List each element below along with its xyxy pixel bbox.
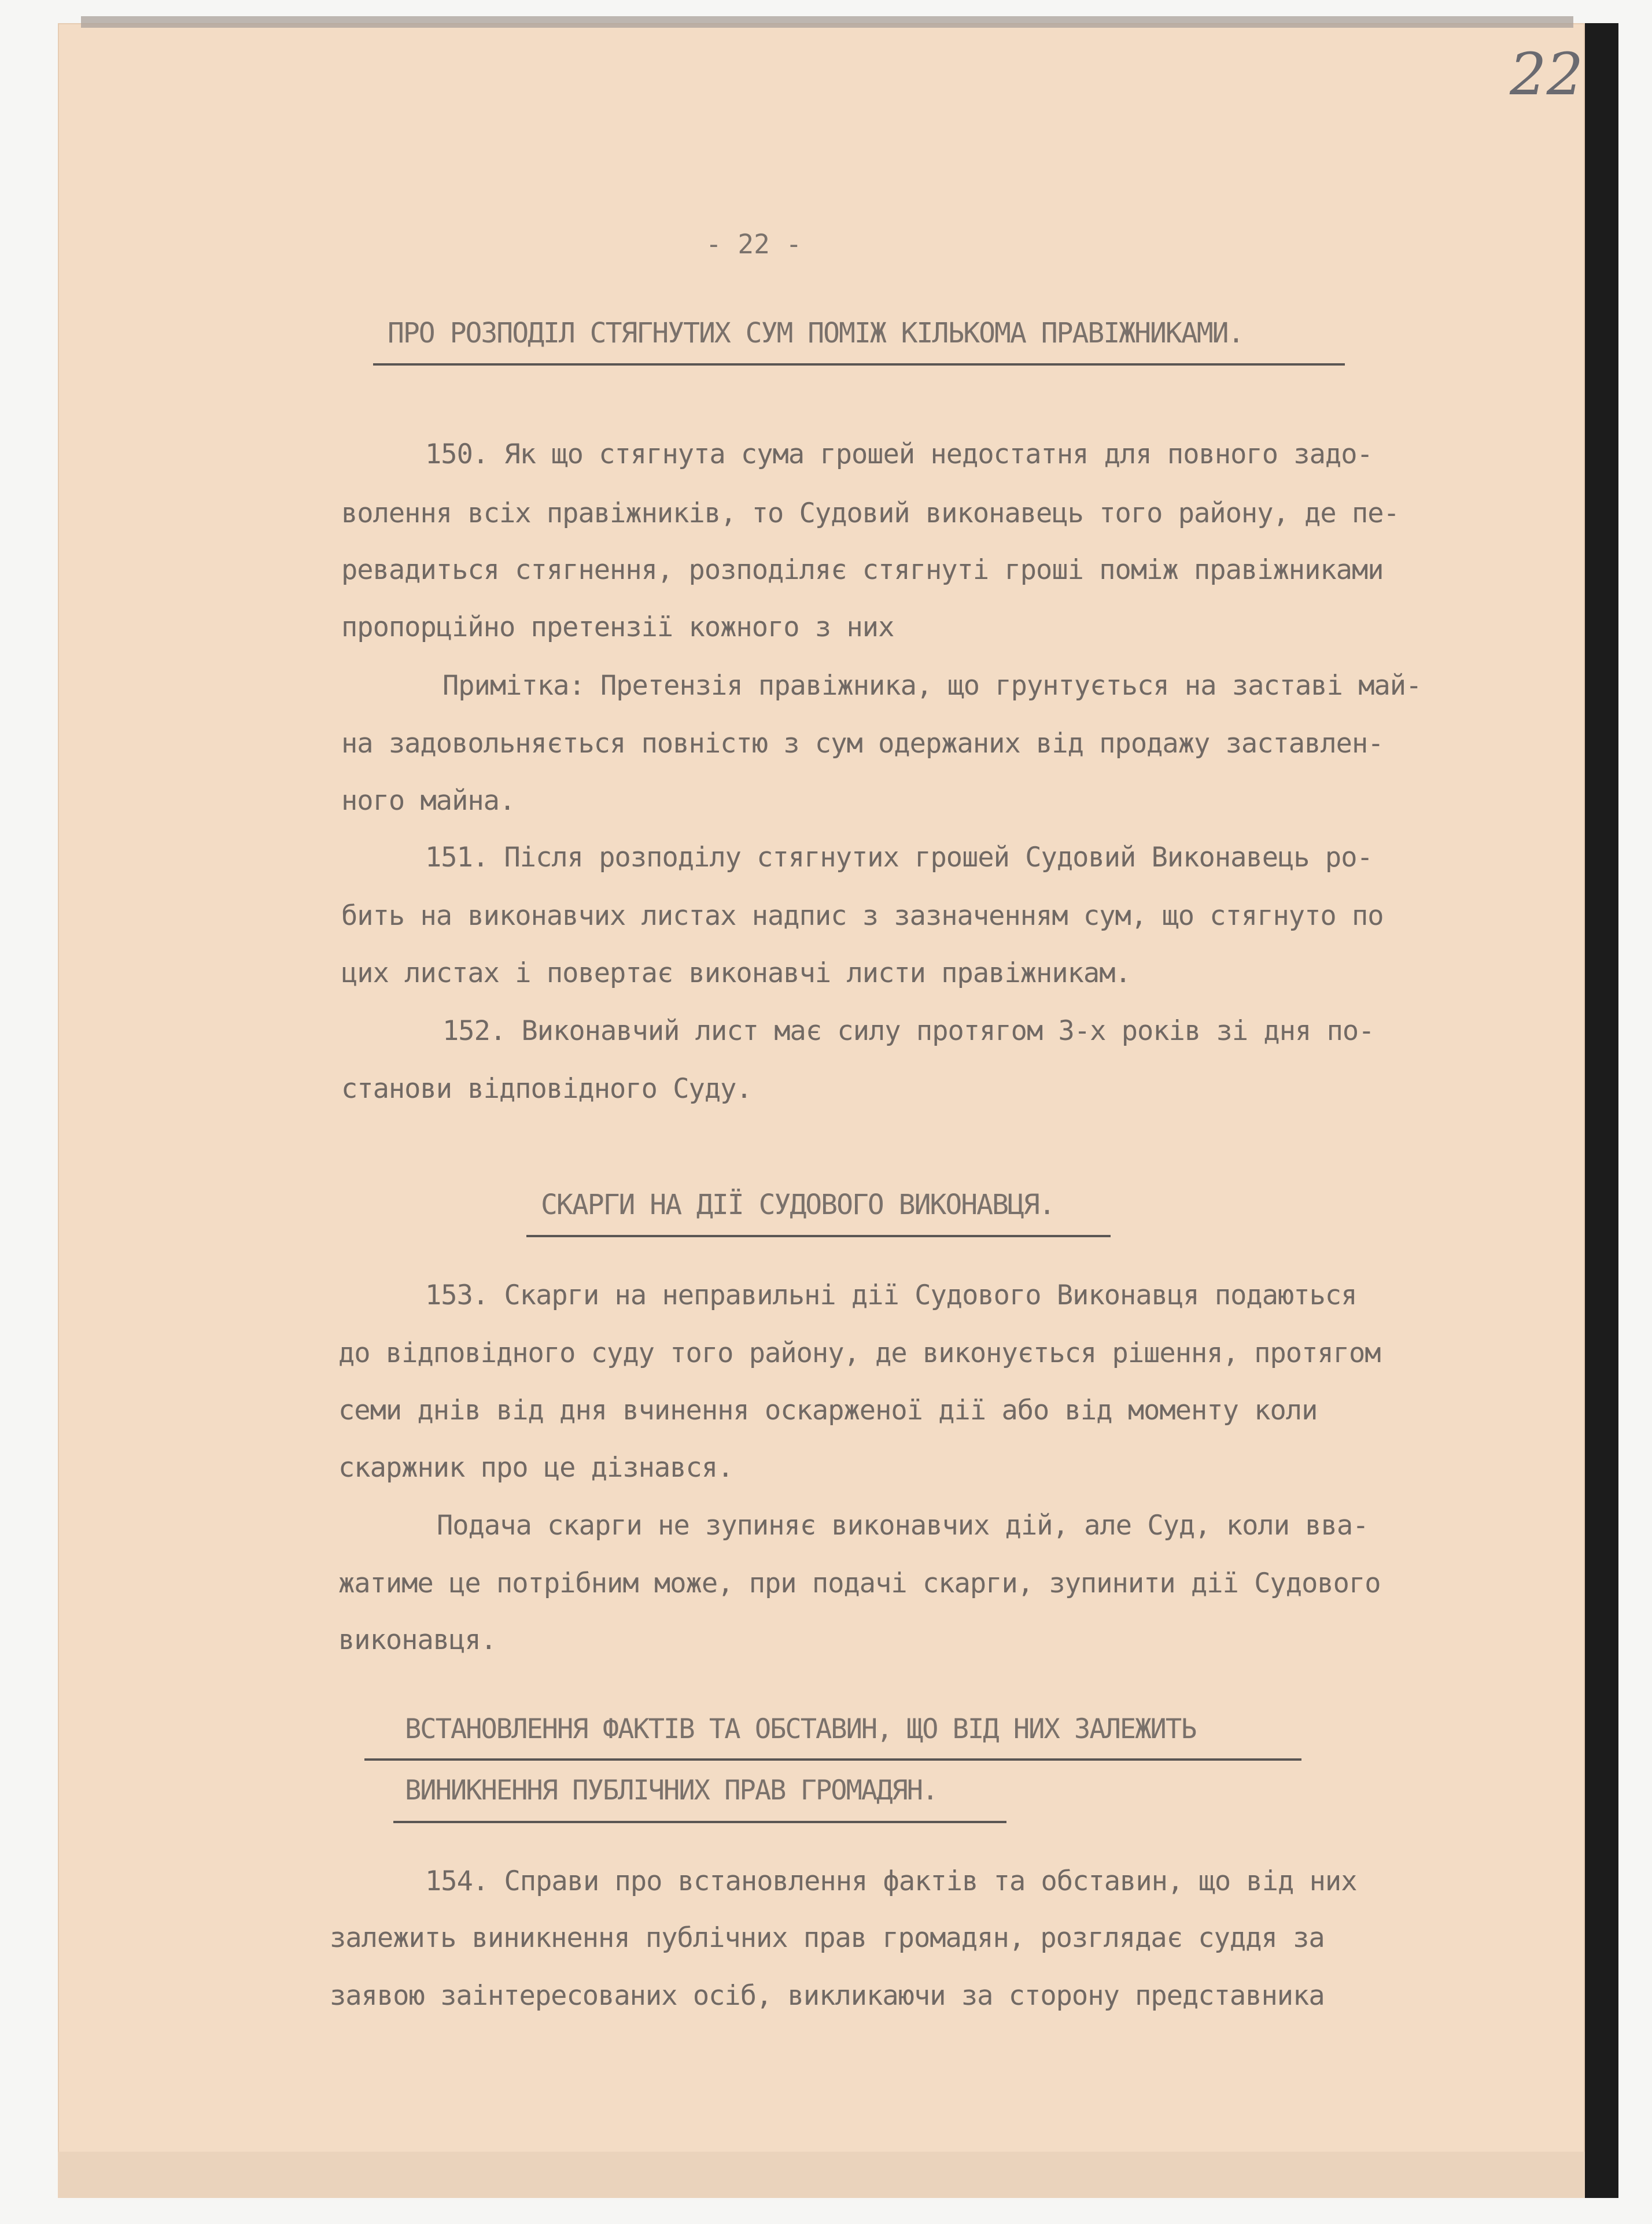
section-heading-distribution: ПРО РОЗПОДІЛ СТЯГНУТИХ СУМ ПОМІЖ КІЛЬКОМА ПРАВІЖНИКАМИ. [388, 317, 1244, 349]
paragraph-line: станови відповідного Суду. [341, 1073, 752, 1105]
paragraph-line: залежить виникнення публічних прав громадян, розглядає суддя за [330, 1922, 1325, 1954]
section-heading-facts-line1: ВСТАНОВЛЕННЯ ФАКТІВ ТА ОБСТАВИН, ЩО ВІД НИХ ЗАЛЕЖИТЬ [405, 1713, 1196, 1745]
paragraph-line: цих листах і повертає виконавчі листи правіжникам. [341, 957, 1131, 989]
paragraph-line: 154. Справи про встановлення фактів та обставин, що від них [425, 1865, 1357, 1897]
scan-border-strip [1585, 23, 1618, 2198]
heading-underline [393, 1821, 1006, 1823]
bottom-fold [58, 2152, 1585, 2198]
paragraph-line: 152. Виконавчий лист має силу протягом 3-х років зі дня по- [443, 1015, 1374, 1047]
paragraph-line: скаржник про це дізнався. [338, 1452, 733, 1484]
paragraph-line: бить на виконавчих листах надпис з зазначенням сум, що стягнуто по [341, 900, 1384, 932]
paragraph-line: ревадиться стягнення, розподіляє стягнуті гроші поміж правіжниками [341, 554, 1384, 586]
heading-underline [364, 1758, 1301, 1761]
paragraph-line: 153. Скарги на неправильні дії Судового Виконавця подаються [425, 1279, 1357, 1311]
folio-number: 22 [1510, 40, 1584, 108]
paragraph-line: виконавця. [338, 1624, 496, 1656]
section-heading-complaints: СКАРГИ НА ДІЇ СУДОВОГО ВИКОНАВЦЯ. [541, 1189, 1054, 1221]
paragraph-line: 151. Після розподілу стягнутих грошей Судовий Виконавець ро- [425, 842, 1373, 873]
paragraph-line: семи днів від дня вчинення оскарженої дії або від моменту коли [338, 1395, 1318, 1426]
paragraph-line: Подача скарги не зупиняє виконавчих дій, але Суд, коли вва- [437, 1510, 1369, 1541]
note-line: на задовольняється повністю з сум одержаних від продажу заставлен- [341, 728, 1384, 759]
paragraph-line: до відповідного суду того району, де виконується рішення, протягом [338, 1337, 1381, 1369]
paragraph-line: жатиме це потрібним може, при подачі скарги, зупинити дії Судового [338, 1568, 1381, 1599]
page-number: - 22 - [706, 228, 802, 260]
heading-underline [373, 363, 1345, 366]
paragraph-line: 150. Як що стягнута сума грошей недостатня для повного задо- [425, 438, 1373, 470]
heading-underline [526, 1235, 1111, 1237]
paragraph-line: заявою заінтересованих осіб, викликаючи за сторону представника [330, 1980, 1325, 2012]
note-line: Примітка: Претензія правіжника, що грунтується на заставі май- [443, 670, 1422, 702]
top-edge-shadow [81, 16, 1573, 28]
paragraph-line: пропорційно претензії кожного з них [341, 611, 894, 643]
section-heading-facts-line2: ВИНИКНЕННЯ ПУБЛІЧНИХ ПРАВ ГРОМАДЯН. [405, 1775, 938, 1806]
note-line: ного майна. [341, 785, 515, 817]
paragraph-line: волення всіх правіжників, то Судовий виконавець того району, де пе- [341, 497, 1399, 529]
